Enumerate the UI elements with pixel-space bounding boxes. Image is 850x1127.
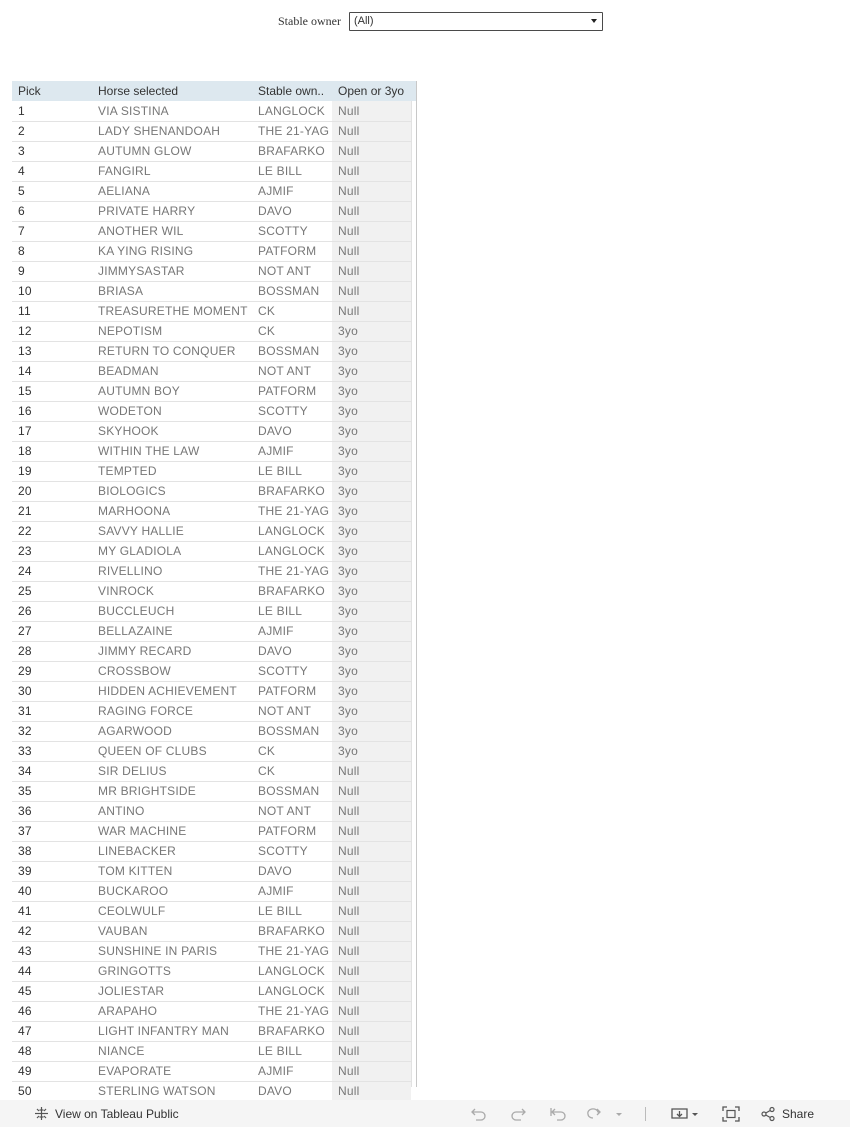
- cell-pick: 20: [12, 481, 92, 501]
- cell-stable-owner: THE 21-YAG: [252, 121, 332, 141]
- cell-horse: WITHIN THE LAW: [92, 441, 252, 461]
- cell-horse: AELIANA: [92, 181, 252, 201]
- undo-button[interactable]: [470, 1105, 487, 1123]
- cell-horse: TEMPTED: [92, 461, 252, 481]
- cell-open-or-3yo: 3yo: [332, 421, 411, 441]
- cell-stable-owner: AJMIF: [252, 881, 332, 901]
- cell-open-or-3yo: Null: [332, 1001, 411, 1021]
- fullscreen-icon: [722, 1106, 740, 1122]
- stable-owner-filter: [278, 11, 603, 32]
- cell-horse: STERLING WATSON: [92, 1081, 252, 1101]
- cell-pick: 42: [12, 921, 92, 941]
- cell-stable-owner: LE BILL: [252, 901, 332, 921]
- cell-pick: 25: [12, 581, 92, 601]
- download-icon: [671, 1106, 701, 1122]
- toolbar-separator: [645, 1107, 646, 1121]
- table-row[interactable]: [12, 701, 417, 721]
- cell-horse: TOM KITTEN: [92, 861, 252, 881]
- cell-stable-owner: CK: [252, 761, 332, 781]
- cell-pick: 16: [12, 401, 92, 421]
- cell-open-or-3yo: Null: [332, 1081, 411, 1101]
- cell-horse: PRIVATE HARRY: [92, 201, 252, 221]
- cell-stable-owner: LANGLOCK: [252, 101, 332, 121]
- cell-open-or-3yo: Null: [332, 221, 411, 241]
- cell-open-or-3yo: 3yo: [332, 581, 411, 601]
- table-row[interactable]: [12, 561, 417, 581]
- revert-icon: [549, 1106, 567, 1122]
- cell-pick: 35: [12, 781, 92, 801]
- cell-stable-owner: BRAFARKO: [252, 921, 332, 941]
- cell-horse: GRINGOTTS: [92, 961, 252, 981]
- cell-pick: 6: [12, 201, 92, 221]
- cell-open-or-3yo: 3yo: [332, 561, 411, 581]
- table-row[interactable]: [12, 881, 417, 901]
- table-row[interactable]: [12, 441, 417, 461]
- cell-open-or-3yo: 3yo: [332, 701, 411, 721]
- cell-pick: 12: [12, 321, 92, 341]
- cell-open-or-3yo: 3yo: [332, 721, 411, 741]
- cell-horse: RIVELLINO: [92, 561, 252, 581]
- cell-stable-owner: THE 21-YAG: [252, 501, 332, 521]
- cell-horse: JIMMY RECARD: [92, 641, 252, 661]
- cell-open-or-3yo: 3yo: [332, 401, 411, 421]
- cell-pick: 49: [12, 1061, 92, 1081]
- table-row[interactable]: [12, 461, 417, 481]
- table-row[interactable]: [12, 861, 417, 881]
- cell-stable-owner: PATFORM: [252, 381, 332, 401]
- cell-open-or-3yo: 3yo: [332, 341, 411, 361]
- cell-open-or-3yo: 3yo: [332, 501, 411, 521]
- cell-pick: 9: [12, 261, 92, 281]
- refresh-options-dropdown[interactable]: [614, 1105, 624, 1123]
- cell-stable-owner: SCOTTY: [252, 221, 332, 241]
- cell-open-or-3yo: Null: [332, 121, 411, 141]
- cell-open-or-3yo: 3yo: [332, 601, 411, 621]
- cell-pick: 24: [12, 561, 92, 581]
- table-row[interactable]: [12, 1021, 417, 1041]
- cell-stable-owner: BRAFARKO: [252, 141, 332, 161]
- table-row[interactable]: [12, 801, 417, 821]
- cell-open-or-3yo: Null: [332, 1041, 411, 1061]
- cell-pick: 50: [12, 1081, 92, 1101]
- cell-stable-owner: BOSSMAN: [252, 341, 332, 361]
- cell-stable-owner: SCOTTY: [252, 661, 332, 681]
- table-row[interactable]: [12, 301, 417, 321]
- share-icon: [760, 1106, 776, 1122]
- cell-open-or-3yo: Null: [332, 161, 411, 181]
- table-row[interactable]: [12, 961, 417, 981]
- table-row[interactable]: [12, 501, 417, 521]
- cell-stable-owner: LANGLOCK: [252, 981, 332, 1001]
- cell-horse: LADY SHENANDOAH: [92, 121, 252, 141]
- table-row[interactable]: [12, 261, 417, 281]
- cell-stable-owner: THE 21-YAG: [252, 561, 332, 581]
- share-button[interactable]: [760, 1106, 814, 1122]
- redo-button[interactable]: [510, 1105, 527, 1123]
- cell-horse: KA YING RISING: [92, 241, 252, 261]
- cell-stable-owner: THE 21-YAG: [252, 941, 332, 961]
- view-on-tableau-public-link[interactable]: [34, 1106, 179, 1121]
- cell-stable-owner: DAVO: [252, 421, 332, 441]
- cell-open-or-3yo: 3yo: [332, 321, 411, 341]
- cell-open-or-3yo: Null: [332, 861, 411, 881]
- cell-open-or-3yo: 3yo: [332, 521, 411, 541]
- cell-stable-owner: NOT ANT: [252, 361, 332, 381]
- table-row[interactable]: [12, 421, 417, 441]
- cell-open-or-3yo: Null: [332, 141, 411, 161]
- cell-pick: 8: [12, 241, 92, 261]
- cell-open-or-3yo: 3yo: [332, 361, 411, 381]
- cell-horse: EVAPORATE: [92, 1061, 252, 1081]
- cell-open-or-3yo: Null: [332, 241, 411, 261]
- cell-horse: BELLAZAINE: [92, 621, 252, 641]
- table-row[interactable]: [12, 141, 417, 161]
- cell-pick: 41: [12, 901, 92, 921]
- cell-open-or-3yo: 3yo: [332, 381, 411, 401]
- cell-pick: 44: [12, 961, 92, 981]
- cell-horse: RAGING FORCE: [92, 701, 252, 721]
- cell-open-or-3yo: Null: [332, 201, 411, 221]
- cell-open-or-3yo: Null: [332, 301, 411, 321]
- cell-pick: 13: [12, 341, 92, 361]
- cell-pick: 1: [12, 101, 92, 121]
- chevron-down-icon: [614, 1106, 624, 1122]
- cell-horse: JIMMYSASTAR: [92, 261, 252, 281]
- cell-horse: WAR MACHINE: [92, 821, 252, 841]
- cell-open-or-3yo: 3yo: [332, 441, 411, 461]
- cell-horse: VINROCK: [92, 581, 252, 601]
- cell-stable-owner: BRAFARKO: [252, 1021, 332, 1041]
- cell-pick: 4: [12, 161, 92, 181]
- cell-open-or-3yo: 3yo: [332, 661, 411, 681]
- cell-pick: 10: [12, 281, 92, 301]
- cell-pick: 34: [12, 761, 92, 781]
- table-row[interactable]: [12, 721, 417, 741]
- table-row[interactable]: [12, 321, 417, 341]
- column-header-open-or-3yo[interactable]: Open or 3yo: [332, 81, 411, 101]
- table-row[interactable]: [12, 1061, 417, 1081]
- dropdown-arrow-icon[interactable]: [591, 19, 597, 23]
- cell-stable-owner: DAVO: [252, 861, 332, 881]
- cell-horse: WODETON: [92, 401, 252, 421]
- table-row[interactable]: [12, 781, 417, 801]
- cell-open-or-3yo: 3yo: [332, 681, 411, 701]
- table-row[interactable]: [12, 621, 417, 641]
- cell-horse: ANTINO: [92, 801, 252, 821]
- cell-open-or-3yo: Null: [332, 801, 411, 821]
- table-row[interactable]: [12, 681, 417, 701]
- bottom-toolbar: [0, 1100, 850, 1127]
- cell-horse: BRIASA: [92, 281, 252, 301]
- table-row[interactable]: [12, 101, 417, 121]
- table-row[interactable]: [12, 521, 417, 541]
- cell-horse: ANOTHER WIL: [92, 221, 252, 241]
- column-header-stable-owner[interactable]: Stable own..: [252, 81, 332, 101]
- cell-horse: AGARWOOD: [92, 721, 252, 741]
- cell-horse: CROSSBOW: [92, 661, 252, 681]
- cell-pick: 26: [12, 601, 92, 621]
- cell-open-or-3yo: Null: [332, 881, 411, 901]
- cell-pick: 22: [12, 521, 92, 541]
- cell-pick: 28: [12, 641, 92, 661]
- table-row[interactable]: [12, 381, 417, 401]
- cell-stable-owner: CK: [252, 301, 332, 321]
- table-row[interactable]: [12, 1041, 417, 1061]
- cell-open-or-3yo: Null: [332, 921, 411, 941]
- cell-pick: 14: [12, 361, 92, 381]
- cell-horse: BUCKAROO: [92, 881, 252, 901]
- table-row[interactable]: [12, 901, 417, 921]
- table-row[interactable]: [12, 1081, 417, 1101]
- cell-pick: 32: [12, 721, 92, 741]
- cell-stable-owner: AJMIF: [252, 1061, 332, 1081]
- cell-stable-owner: PATFORM: [252, 241, 332, 261]
- cell-open-or-3yo: Null: [332, 1021, 411, 1041]
- refresh-icon: [585, 1106, 603, 1122]
- cell-stable-owner: SCOTTY: [252, 401, 332, 421]
- cell-pick: 45: [12, 981, 92, 1001]
- cell-horse: BUCCLEUCH: [92, 601, 252, 621]
- cell-pick: 23: [12, 541, 92, 561]
- table-row[interactable]: [12, 401, 417, 421]
- table-row[interactable]: [12, 221, 417, 241]
- cell-stable-owner: LE BILL: [252, 1041, 332, 1061]
- cell-open-or-3yo: 3yo: [332, 481, 411, 501]
- cell-pick: 27: [12, 621, 92, 641]
- cell-pick: 15: [12, 381, 92, 401]
- cell-horse: VAUBAN: [92, 921, 252, 941]
- cell-stable-owner: CK: [252, 321, 332, 341]
- table-row[interactable]: [12, 581, 417, 601]
- table-edge-divider: [416, 81, 417, 1087]
- cell-pick: 43: [12, 941, 92, 961]
- table-row[interactable]: [12, 181, 417, 201]
- table-row[interactable]: [12, 241, 417, 261]
- tableau-logo-icon: [34, 1106, 49, 1121]
- cell-pick: 18: [12, 441, 92, 461]
- table-row[interactable]: [12, 761, 417, 781]
- cell-stable-owner: AJMIF: [252, 181, 332, 201]
- cell-pick: 39: [12, 861, 92, 881]
- table-row[interactable]: [12, 941, 417, 961]
- picks-table-container[interactable]: [12, 81, 417, 1098]
- revert-button[interactable]: [549, 1105, 567, 1123]
- cell-horse: BEADMAN: [92, 361, 252, 381]
- share-label: Share: [782, 1107, 815, 1121]
- cell-stable-owner: LE BILL: [252, 461, 332, 481]
- cell-open-or-3yo: Null: [332, 901, 411, 921]
- cell-stable-owner: THE 21-YAG: [252, 1001, 332, 1021]
- table-row[interactable]: [12, 641, 417, 661]
- table-row[interactable]: [12, 201, 417, 221]
- cell-stable-owner: LE BILL: [252, 161, 332, 181]
- cell-open-or-3yo: Null: [332, 841, 411, 861]
- cell-horse: LINEBACKER: [92, 841, 252, 861]
- table-row[interactable]: [12, 541, 417, 561]
- column-divider: [411, 101, 412, 1087]
- cell-pick: 38: [12, 841, 92, 861]
- redo-icon: [510, 1106, 527, 1122]
- dropdown-value: (All): [353, 15, 374, 27]
- table-row[interactable]: [12, 481, 417, 501]
- cell-horse: JOLIESTAR: [92, 981, 252, 1001]
- cell-horse: AUTUMN BOY: [92, 381, 252, 401]
- table-row[interactable]: [12, 281, 417, 301]
- cell-horse: NIANCE: [92, 1041, 252, 1061]
- cell-horse: HIDDEN ACHIEVEMENT: [92, 681, 252, 701]
- cell-open-or-3yo: Null: [332, 281, 411, 301]
- cell-stable-owner: BOSSMAN: [252, 721, 332, 741]
- cell-pick: 40: [12, 881, 92, 901]
- cell-stable-owner: LANGLOCK: [252, 541, 332, 561]
- table-row[interactable]: [12, 601, 417, 621]
- cell-pick: 36: [12, 801, 92, 821]
- cell-stable-owner: DAVO: [252, 641, 332, 661]
- cell-horse: ARAPAHO: [92, 1001, 252, 1021]
- table-header-row: [12, 81, 417, 101]
- table-row[interactable]: [12, 661, 417, 681]
- cell-horse: MR BRIGHTSIDE: [92, 781, 252, 801]
- cell-pick: 5: [12, 181, 92, 201]
- cell-open-or-3yo: Null: [332, 761, 411, 781]
- table-row[interactable]: [12, 921, 417, 941]
- cell-stable-owner: AJMIF: [252, 441, 332, 461]
- cell-open-or-3yo: 3yo: [332, 461, 411, 481]
- cell-pick: 19: [12, 461, 92, 481]
- cell-stable-owner: CK: [252, 741, 332, 761]
- cell-stable-owner: LANGLOCK: [252, 521, 332, 541]
- stable-owner-dropdown[interactable]: [349, 12, 603, 31]
- column-header-pick[interactable]: Pick: [12, 81, 92, 101]
- cell-stable-owner: BOSSMAN: [252, 781, 332, 801]
- cell-pick: 7: [12, 221, 92, 241]
- cell-stable-owner: AJMIF: [252, 621, 332, 641]
- cell-horse: MARHOONA: [92, 501, 252, 521]
- cell-pick: 46: [12, 1001, 92, 1021]
- cell-stable-owner: DAVO: [252, 201, 332, 221]
- cell-horse: FANGIRL: [92, 161, 252, 181]
- column-header-horse[interactable]: Horse selected: [92, 81, 252, 101]
- cell-horse: SIR DELIUS: [92, 761, 252, 781]
- cell-stable-owner: PATFORM: [252, 821, 332, 841]
- cell-horse: QUEEN OF CLUBS: [92, 741, 252, 761]
- refresh-button[interactable]: [585, 1105, 603, 1123]
- filter-label: Stable owner: [278, 14, 341, 28]
- cell-open-or-3yo: Null: [332, 981, 411, 1001]
- cell-stable-owner: NOT ANT: [252, 701, 332, 721]
- cell-stable-owner: LANGLOCK: [252, 961, 332, 981]
- cell-open-or-3yo: Null: [332, 941, 411, 961]
- picks-table: [12, 81, 417, 1102]
- view-on-tableau-label: View on Tableau Public: [55, 1106, 179, 1121]
- cell-horse: SUNSHINE IN PARIS: [92, 941, 252, 961]
- cell-pick: 11: [12, 301, 92, 321]
- cell-horse: NEPOTISM: [92, 321, 252, 341]
- cell-horse: CEOLWULF: [92, 901, 252, 921]
- cell-stable-owner: NOT ANT: [252, 261, 332, 281]
- cell-open-or-3yo: Null: [332, 1061, 411, 1081]
- table-row[interactable]: [12, 821, 417, 841]
- cell-pick: 29: [12, 661, 92, 681]
- cell-horse: SKYHOOK: [92, 421, 252, 441]
- cell-open-or-3yo: 3yo: [332, 741, 411, 761]
- cell-horse: SAVVY HALLIE: [92, 521, 252, 541]
- cell-pick: 30: [12, 681, 92, 701]
- table-row[interactable]: [12, 341, 417, 361]
- cell-pick: 21: [12, 501, 92, 521]
- table-row[interactable]: [12, 841, 417, 861]
- cell-stable-owner: BOSSMAN: [252, 281, 332, 301]
- table-row[interactable]: [12, 121, 417, 141]
- cell-open-or-3yo: Null: [332, 261, 411, 281]
- fullscreen-button[interactable]: [722, 1105, 740, 1123]
- cell-pick: 3: [12, 141, 92, 161]
- download-button[interactable]: [671, 1105, 701, 1123]
- table-body: [12, 101, 417, 1101]
- cell-stable-owner: PATFORM: [252, 681, 332, 701]
- cell-open-or-3yo: Null: [332, 781, 411, 801]
- cell-horse: VIA SISTINA: [92, 101, 252, 121]
- cell-horse: TREASURETHE MOMENT: [92, 301, 252, 321]
- cell-open-or-3yo: Null: [332, 101, 411, 121]
- cell-open-or-3yo: Null: [332, 961, 411, 981]
- cell-open-or-3yo: 3yo: [332, 621, 411, 641]
- table-row[interactable]: [12, 741, 417, 761]
- cell-stable-owner: NOT ANT: [252, 801, 332, 821]
- cell-horse: MY GLADIOLA: [92, 541, 252, 561]
- cell-horse: BIOLOGICS: [92, 481, 252, 501]
- cell-horse: RETURN TO CONQUER: [92, 341, 252, 361]
- cell-open-or-3yo: 3yo: [332, 641, 411, 661]
- table-row[interactable]: [12, 981, 417, 1001]
- cell-stable-owner: DAVO: [252, 1081, 332, 1101]
- cell-horse: LIGHT INFANTRY MAN: [92, 1021, 252, 1041]
- table-row[interactable]: [12, 1001, 417, 1021]
- cell-stable-owner: BRAFARKO: [252, 481, 332, 501]
- cell-pick: 48: [12, 1041, 92, 1061]
- cell-pick: 17: [12, 421, 92, 441]
- cell-pick: 37: [12, 821, 92, 841]
- cell-open-or-3yo: Null: [332, 821, 411, 841]
- cell-open-or-3yo: Null: [332, 181, 411, 201]
- cell-pick: 31: [12, 701, 92, 721]
- cell-pick: 2: [12, 121, 92, 141]
- cell-horse: AUTUMN GLOW: [92, 141, 252, 161]
- cell-stable-owner: LE BILL: [252, 601, 332, 621]
- cell-pick: 47: [12, 1021, 92, 1041]
- cell-pick: 33: [12, 741, 92, 761]
- table-row[interactable]: [12, 361, 417, 381]
- cell-stable-owner: BRAFARKO: [252, 581, 332, 601]
- cell-open-or-3yo: 3yo: [332, 541, 411, 561]
- cell-stable-owner: SCOTTY: [252, 841, 332, 861]
- undo-icon: [470, 1106, 487, 1122]
- table-row[interactable]: [12, 161, 417, 181]
